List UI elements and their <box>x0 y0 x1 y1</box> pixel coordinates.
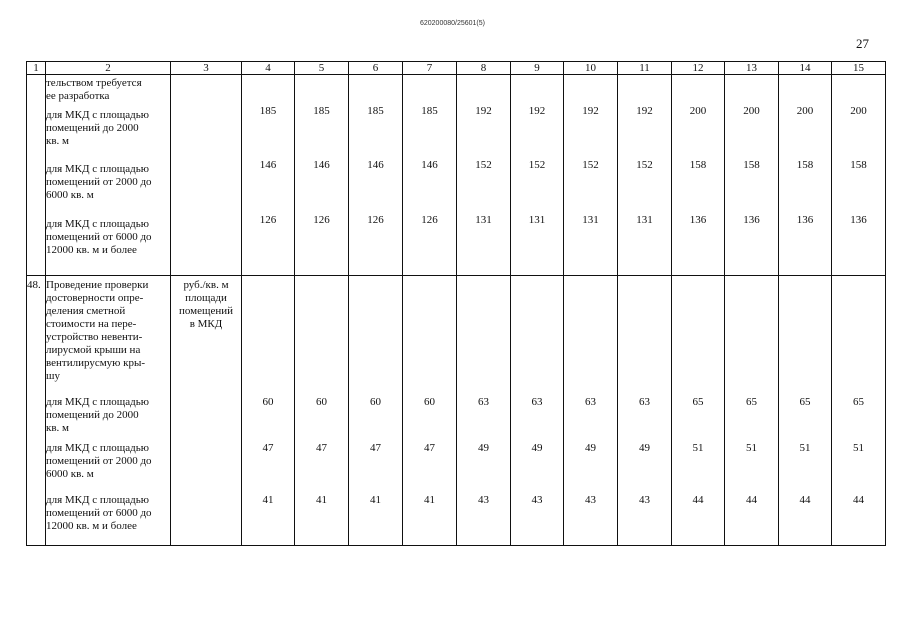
tariff-value-col-9: 152 <box>511 159 564 214</box>
tariff-value-col-5 <box>295 276 349 396</box>
tariff-value-col-15: 44 <box>832 494 886 546</box>
tariff-value-col-9: 63 <box>511 396 564 442</box>
tariff-value-col-14: 44 <box>779 494 832 546</box>
work-description <box>46 75 171 105</box>
column-number-10: 10 <box>564 62 618 75</box>
tariff-value-col-15: 136 <box>832 214 886 276</box>
tariff-value-col-4 <box>242 75 295 105</box>
column-number-6: 6 <box>349 62 403 75</box>
column-number-7: 7 <box>403 62 457 75</box>
unit-of-measure <box>171 75 242 105</box>
work-description-line: для МКД с площадью <box>46 441 149 454</box>
item-number <box>27 396 46 442</box>
unit-of-measure-line: в МКД <box>189 318 223 330</box>
tariff-value-col-9 <box>511 75 564 105</box>
tariff-value-col-14: 200 <box>779 105 832 159</box>
tariff-value-col-10: 152 <box>564 159 618 214</box>
tariff-value-col-6 <box>349 276 403 396</box>
tariff-value-col-13: 51 <box>725 442 779 494</box>
tariff-value-col-12: 200 <box>672 105 725 159</box>
column-number-9: 9 <box>511 62 564 75</box>
work-description-line: помещений до 2000 <box>46 408 139 421</box>
tariff-value-col-10 <box>564 276 618 396</box>
tariff-value-col-4: 185 <box>242 105 295 159</box>
tariff-value-col-6: 126 <box>349 214 403 276</box>
work-description-line: достоверности опре- <box>46 292 144 304</box>
tariff-value-col-7: 60 <box>403 396 457 442</box>
tariff-value-col-13: 200 <box>725 105 779 159</box>
tariff-value-col-4: 60 <box>242 396 295 442</box>
work-description-line: кв. м <box>46 421 69 434</box>
item-number <box>27 494 46 546</box>
tariff-value-col-7: 41 <box>403 494 457 546</box>
tariff-value-col-8: 152 <box>457 159 511 214</box>
tariff-value-col-11 <box>618 276 672 396</box>
tariff-value-col-4: 146 <box>242 159 295 214</box>
column-number-14: 14 <box>779 62 832 75</box>
tariff-value-col-10: 63 <box>564 396 618 442</box>
work-description-line: для МКД с площадью <box>46 108 149 121</box>
item-number: 48. <box>27 276 46 396</box>
unit-of-measure-line: помещений <box>178 305 234 317</box>
tariff-value-col-7: 47 <box>403 442 457 494</box>
page-number: 27 <box>856 36 869 51</box>
tariff-value-col-13: 44 <box>725 494 779 546</box>
tariff-value-col-5: 47 <box>295 442 349 494</box>
document-code: 620200080/25601(5) <box>419 20 485 27</box>
work-description-line: 6000 кв. м <box>46 467 94 480</box>
work-description-line: помещений до 2000 <box>46 121 139 134</box>
work-description-line: устройство невенти- <box>46 331 143 343</box>
tariff-value-col-6: 41 <box>349 494 403 546</box>
area-row <box>27 105 886 159</box>
tariff-value-col-12 <box>672 75 725 105</box>
tariff-value-col-12: 158 <box>672 159 725 214</box>
tariff-value-col-12: 44 <box>672 494 725 546</box>
work-description <box>46 159 171 214</box>
area-row <box>27 159 886 214</box>
tariff-value-col-7: 126 <box>403 214 457 276</box>
unit-of-measure <box>171 159 242 214</box>
tariff-value-col-5: 146 <box>295 159 349 214</box>
tariff-value-col-4: 47 <box>242 442 295 494</box>
tariff-value-col-14: 65 <box>779 396 832 442</box>
work-description <box>46 214 171 276</box>
work-description-line: ее разработка <box>46 90 110 102</box>
item-number <box>27 105 46 159</box>
tariff-value-col-10: 49 <box>564 442 618 494</box>
tariff-value-col-9: 131 <box>511 214 564 276</box>
tariff-value-col-12: 136 <box>672 214 725 276</box>
unit-of-measure <box>171 105 242 159</box>
tariff-value-col-8: 192 <box>457 105 511 159</box>
tariff-value-col-5: 126 <box>295 214 349 276</box>
tariff-value-col-8: 63 <box>457 396 511 442</box>
tariff-value-col-15: 51 <box>832 442 886 494</box>
work-description-line: тельством требуется <box>46 77 142 89</box>
work-description-line: шу <box>46 370 60 382</box>
tariff-value-col-15: 65 <box>832 396 886 442</box>
tariff-value-col-8 <box>457 75 511 105</box>
column-number-1: 1 <box>27 62 46 75</box>
tariff-value-col-6: 185 <box>349 105 403 159</box>
tariff-value-col-13 <box>725 276 779 396</box>
tariff-value-col-15 <box>832 75 886 105</box>
work-description-line: деления сметной <box>46 305 126 317</box>
item-number <box>27 159 46 214</box>
column-number-4: 4 <box>242 62 295 75</box>
work-description <box>46 442 171 494</box>
column-number-3: 3 <box>171 62 242 75</box>
tariff-value-col-11: 63 <box>618 396 672 442</box>
tariff-value-col-9: 49 <box>511 442 564 494</box>
tariff-value-col-7 <box>403 75 457 105</box>
tariff-value-col-4: 126 <box>242 214 295 276</box>
tariff-value-col-14: 51 <box>779 442 832 494</box>
section-48-header-row <box>27 276 886 396</box>
unit-of-measure-line: руб./кв. м <box>183 279 229 291</box>
tariff-value-col-15: 200 <box>832 105 886 159</box>
tariff-value-col-5: 41 <box>295 494 349 546</box>
work-description-line: для МКД с площадью <box>46 217 149 230</box>
tariff-value-col-14: 136 <box>779 214 832 276</box>
tariff-value-col-11 <box>618 75 672 105</box>
tariff-value-col-5: 60 <box>295 396 349 442</box>
tariff-value-col-8: 49 <box>457 442 511 494</box>
item-number <box>27 75 46 105</box>
column-number-11: 11 <box>618 62 672 75</box>
tariff-table <box>26 61 886 546</box>
column-number-8: 8 <box>457 62 511 75</box>
tariff-value-col-15 <box>832 276 886 396</box>
item-number <box>27 214 46 276</box>
unit-of-measure <box>171 442 242 494</box>
tariff-value-col-9 <box>511 276 564 396</box>
tariff-value-col-6 <box>349 75 403 105</box>
work-description-line: для МКД с площадью <box>46 162 149 175</box>
work-description-line: Проведение проверки <box>46 279 149 291</box>
tariff-value-col-14 <box>779 75 832 105</box>
tariff-value-col-14: 158 <box>779 159 832 214</box>
unit-of-measure-line: площади <box>185 292 227 304</box>
tariff-value-col-13 <box>725 75 779 105</box>
work-description <box>46 396 171 442</box>
tariff-value-col-9: 192 <box>511 105 564 159</box>
tariff-value-col-7: 146 <box>403 159 457 214</box>
tariff-value-col-8: 43 <box>457 494 511 546</box>
unit-of-measure <box>171 214 242 276</box>
work-description <box>46 276 171 396</box>
work-description <box>46 105 171 159</box>
work-description-line: лирусмой крыши на <box>46 344 141 356</box>
work-description-line: помещений от 6000 до <box>46 230 152 243</box>
tariff-value-col-9: 43 <box>511 494 564 546</box>
tariff-value-col-7 <box>403 276 457 396</box>
work-description <box>46 494 171 546</box>
tariff-value-col-12: 65 <box>672 396 725 442</box>
unit-of-measure <box>171 276 242 396</box>
work-description-line: помещений от 2000 до <box>46 175 152 188</box>
unit-of-measure <box>171 396 242 442</box>
tariff-value-col-13: 158 <box>725 159 779 214</box>
column-number-2: 2 <box>46 62 171 75</box>
column-number-15: 15 <box>832 62 886 75</box>
column-number-row <box>27 62 886 75</box>
continuation-row <box>27 75 886 105</box>
tariff-value-col-11: 49 <box>618 442 672 494</box>
tariff-value-col-15: 158 <box>832 159 886 214</box>
tariff-value-col-10: 43 <box>564 494 618 546</box>
tariff-value-col-10 <box>564 75 618 105</box>
tariff-value-col-12 <box>672 276 725 396</box>
unit-of-measure <box>171 494 242 546</box>
work-description-line: 12000 кв. м и более <box>46 519 137 532</box>
tariff-value-col-7: 185 <box>403 105 457 159</box>
tariff-value-col-6: 47 <box>349 442 403 494</box>
tariff-value-col-4: 41 <box>242 494 295 546</box>
work-description-line: для МКД с площадью <box>46 395 149 408</box>
work-description-line: помещений от 2000 до <box>46 454 152 467</box>
work-description-line: 12000 кв. м и более <box>46 243 137 256</box>
tariff-value-col-11: 152 <box>618 159 672 214</box>
tariff-value-col-11: 43 <box>618 494 672 546</box>
area-row <box>27 396 886 442</box>
column-number-13: 13 <box>725 62 779 75</box>
work-description-line: для МКД с площадью <box>46 493 149 506</box>
tariff-value-col-10: 192 <box>564 105 618 159</box>
area-row <box>27 214 886 276</box>
work-description-line: 6000 кв. м <box>46 188 94 201</box>
tariff-value-col-6: 60 <box>349 396 403 442</box>
tariff-value-col-14 <box>779 276 832 396</box>
work-description-line: кв. м <box>46 134 69 147</box>
tariff-value-col-13: 136 <box>725 214 779 276</box>
column-number-12: 12 <box>672 62 725 75</box>
tariff-value-col-13: 65 <box>725 396 779 442</box>
tariff-value-col-8 <box>457 276 511 396</box>
tariff-value-col-4 <box>242 276 295 396</box>
tariff-value-col-5: 185 <box>295 105 349 159</box>
work-description-line: стоимости на пере- <box>46 318 137 330</box>
column-number-5: 5 <box>295 62 349 75</box>
work-description-line: вентилирусмую кры- <box>46 357 146 369</box>
area-row <box>27 442 886 494</box>
work-description-line: помещений от 6000 до <box>46 506 152 519</box>
tariff-value-col-11: 131 <box>618 214 672 276</box>
area-row <box>27 494 886 546</box>
tariff-value-col-5 <box>295 75 349 105</box>
tariff-value-col-10: 131 <box>564 214 618 276</box>
tariff-value-col-8: 131 <box>457 214 511 276</box>
tariff-value-col-12: 51 <box>672 442 725 494</box>
tariff-value-col-11: 192 <box>618 105 672 159</box>
item-number <box>27 442 46 494</box>
tariff-value-col-6: 146 <box>349 159 403 214</box>
